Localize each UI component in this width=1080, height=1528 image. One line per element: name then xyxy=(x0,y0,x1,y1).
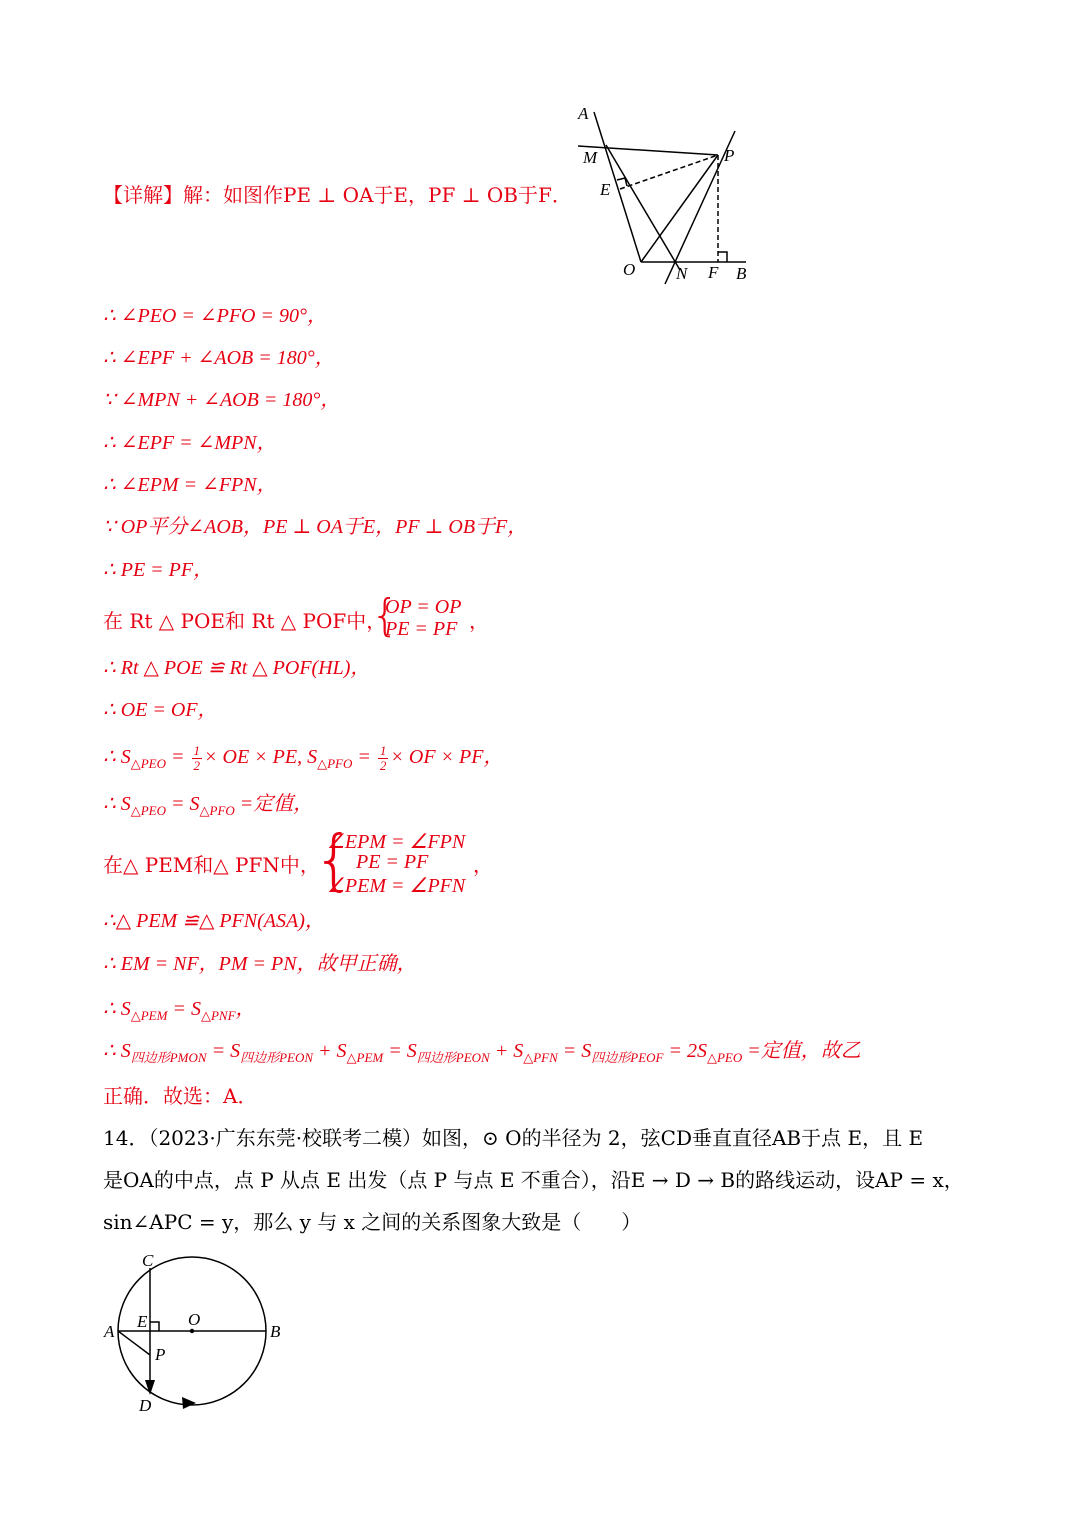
step-congruent-asa: ∴△ PEM ≌△ PFN(ASA)， xyxy=(103,910,325,932)
step-6: ∵ OP平分∠AOB，PE ⊥ OA于E，PF ⊥ OB于F， xyxy=(103,516,528,538)
fig1-label-m: M xyxy=(583,148,598,167)
step-final-answer: 正确．故选：A． xyxy=(103,1084,258,1108)
fig2-label-o: O xyxy=(188,1310,201,1329)
system2-label: 在△ PEM和△ PFN中， xyxy=(103,853,320,877)
fig1-label-p: P xyxy=(724,146,735,165)
system2-row-1: ∠EPM = ∠FPN xyxy=(327,831,466,853)
figure-angle-bisector xyxy=(570,100,760,290)
system2-tail: ， xyxy=(473,853,493,877)
fig1-label-a: A xyxy=(578,104,589,123)
area-end: × OF × PF， xyxy=(390,746,504,768)
step-5: ∴ ∠EPM = ∠FPN， xyxy=(103,474,277,496)
area-sub-pfo: △PFO xyxy=(317,756,353,771)
system1-label: 在 Rt △ POE和 Rt △ POF中， xyxy=(103,609,387,633)
fig2-label-p: P xyxy=(155,1345,166,1364)
q14-line-2: 是OA的中点，点 P 从点 E 出发（点 P 与点 E 不重合），沿E → D → B的路线运动，设AP = x， xyxy=(103,1168,964,1192)
step-1: ∴ ∠PEO = ∠PFO = 90°， xyxy=(103,305,327,327)
fig1-label-f: F xyxy=(708,263,719,282)
system2-brace: { xyxy=(313,821,355,898)
system2-row-2: PE = PF xyxy=(356,851,429,873)
step-7: ∴ PE = PF， xyxy=(103,559,214,581)
area-sub-peo: △PEO xyxy=(130,756,167,771)
step-3: ∵ ∠MPN + ∠AOB = 180°， xyxy=(103,389,341,411)
fig1-label-e: E xyxy=(600,180,611,199)
system1-row-2: PE = PF xyxy=(385,618,458,640)
step-area-constant: ∴ $S_{\triangle PEO} = S_{\triangle PFO}$ =定值， xyxy=(103,793,314,818)
fraction-half-1: $\frac{1}{2}$ xyxy=(193,742,201,773)
fig1-label-o: O xyxy=(623,260,636,279)
step-2: ∴ ∠EPF + ∠AOB = 180°， xyxy=(103,347,335,369)
fig1-label-n: N xyxy=(676,264,688,283)
step-em-nf: ∴ EM = NF，PM = PN，故甲正确， xyxy=(103,953,417,975)
step-final-area: ∴ $S_{四边形PMON} = S_{四边形PEON} + S_{\triangle PEM} = S_{四边形PEON} + S_{\triangle PFN} = S_{四边形PEOF} = 2S_{\triangle PEO}$ =定值，故乙 xyxy=(103,1040,861,1065)
fig2-label-b: B xyxy=(270,1322,281,1341)
area-prefix: ∴ S xyxy=(103,746,131,768)
fig2-label-d: D xyxy=(139,1396,152,1415)
fig2-label-e: E xyxy=(137,1312,148,1331)
area-mid: × OE × PE, S xyxy=(204,746,318,768)
system1-brace: { xyxy=(371,590,399,641)
fig2-label-c: C xyxy=(142,1251,154,1270)
step-4: ∴ ∠EPF = ∠MPN， xyxy=(103,432,277,454)
q14-line-3: sin∠APC = y，那么 y 与 x 之间的关系图象大致是（ ） xyxy=(103,1210,642,1234)
step-s-pem: ∴ $S_{\triangle PEM} = S_{\triangle PNF}$， xyxy=(103,998,256,1023)
fig1-label-b: B xyxy=(736,264,747,283)
fraction-half-2: $\frac{1}{2}$ xyxy=(379,742,387,773)
q14-line-1: 14．（2023·广东东莞·校联考二模）如图，⊙ O的半径为 2，弦CD垂直直径AB于点 E，且 E xyxy=(103,1126,924,1150)
system1-row-1: OP = OP xyxy=(385,596,462,618)
figure-circle-chord xyxy=(100,1250,300,1420)
step-area-formula xyxy=(103,743,503,778)
step-oe-of: ∴ OE = OF， xyxy=(103,699,218,721)
area-eq2: = xyxy=(352,746,376,768)
system1-tail: ， xyxy=(469,609,489,633)
step-congruent-hl: ∴ Rt △ POE ≌ Rt △ POF(HL)， xyxy=(103,657,371,679)
fig2-label-a: A xyxy=(104,1322,115,1341)
area-eq1: = xyxy=(166,746,190,768)
system2-row-3: ∠PEM = ∠PFN xyxy=(327,875,466,897)
detail-header: 【详解】解：如图作PE ⊥ OA于E，PF ⊥ OB于F． xyxy=(103,183,572,207)
